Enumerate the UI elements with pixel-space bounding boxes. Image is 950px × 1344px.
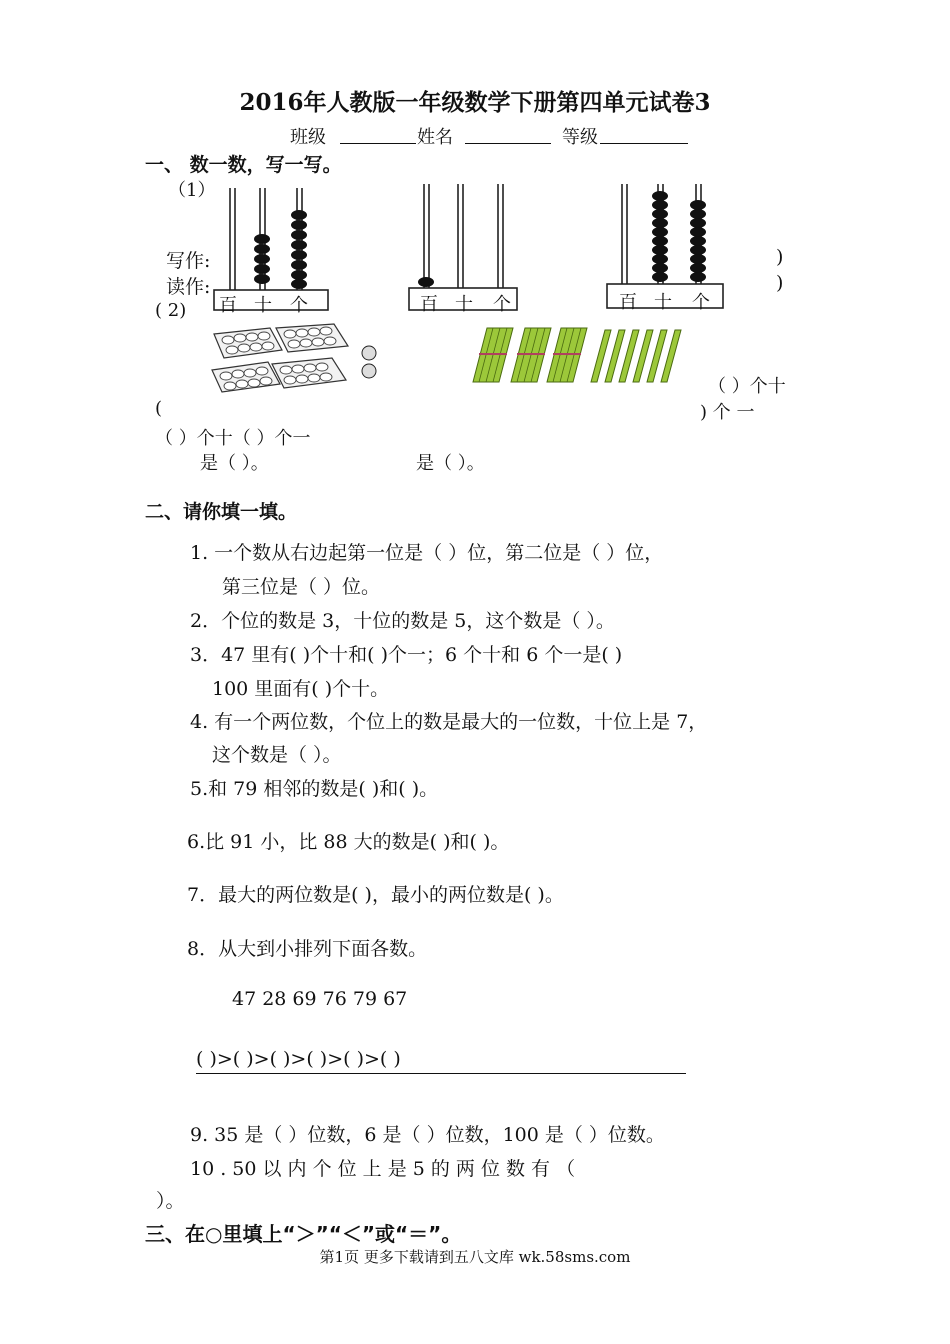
- read-close-paren: ): [776, 272, 784, 294]
- right-ones-blank: ) 个 一: [700, 402, 755, 423]
- question-8-answer-blanks: ( )>( )>( )>( )>( )>( ): [196, 1048, 401, 1070]
- question-5: 5.和 79 相邻的数是( )和( )。: [190, 778, 439, 800]
- part1-label: （1）: [168, 180, 216, 201]
- abacus-3-label-hundreds: 百: [619, 292, 637, 313]
- question-3-line-2: 100 里面有( )个十。: [212, 678, 390, 700]
- left-paren: (: [155, 398, 163, 419]
- question-1-line-1: 1. 一个数从右边起第一位是（ ）位，第二位是（ ）位，: [190, 542, 664, 564]
- question-6: 6.比 91 小，比 88 大的数是( )和( )。: [187, 831, 510, 853]
- read-label: 读作:: [166, 276, 211, 298]
- question-3-line-1: 3．47 里有( )个十和( )个一；6 个十和 6 个一是( ): [190, 644, 623, 666]
- class-blank: [340, 127, 416, 144]
- write-label: 写作:: [166, 250, 211, 272]
- section3-heading: 三、在○里填上“＞”“＜”或“＝”。: [145, 1222, 462, 1246]
- stick-bundles-image: [465, 322, 690, 390]
- write-close-paren: ): [776, 246, 784, 268]
- loose-eggs-image: [358, 344, 382, 382]
- question-9: 9. 35 是（ ）位数，6 是（ ）位数，100 是（ ）位数。: [190, 1124, 665, 1146]
- question-7: 7．最大的两位数是( )，最小的两位数是( )。: [187, 884, 564, 906]
- page-title: 2016年人教版一年级数学下册第四单元试卷3: [239, 89, 711, 116]
- name-blank: [465, 127, 551, 144]
- question-10-line-2: ）。: [156, 1190, 185, 1212]
- section1-heading: 一、 数一数，写一写。: [145, 154, 342, 176]
- abacus-3-label-tens: 十: [654, 292, 672, 313]
- abacus-2-label-hundreds: 百: [420, 294, 438, 315]
- grade-label: 等级: [562, 127, 598, 148]
- right-is-blank: 是（ ）。: [416, 453, 485, 474]
- left-tens-ones-blank: （ ）个十（ ）个一: [155, 428, 311, 449]
- grade-blank: [600, 127, 688, 144]
- question-4-line-2: 这个数是（ ）。: [212, 744, 342, 766]
- abacus-1-label-tens: 十: [254, 295, 272, 316]
- left-is-blank: 是（ ）。: [200, 453, 269, 474]
- part2-label: ( 2): [155, 300, 187, 321]
- page-footer: 第1页 更多下载请到五八文库 wk.58sms.com: [319, 1248, 631, 1266]
- question-1-line-2: 第三位是（ ）位。: [222, 576, 381, 598]
- question-4-line-1: 4. 有一个两位数，个位上的数是最大的一位数，十位上是 7，: [190, 711, 708, 733]
- abacus-1-label-ones: 个: [290, 295, 308, 316]
- question-2: 2．个位的数是 3，十位的数是 5，这个数是（ ）。: [190, 610, 615, 632]
- abacus-2-label-tens: 十: [455, 294, 473, 315]
- abacus-3-label-ones: 个: [692, 292, 710, 313]
- egg-trays-image: [210, 320, 355, 400]
- abacus-1-label-hundreds: 百: [219, 295, 237, 316]
- abacus-2-label-ones: 个: [493, 294, 511, 315]
- name-label: 姓名: [417, 127, 453, 148]
- class-label: 班级: [290, 127, 326, 148]
- question-8-underline: [196, 1073, 686, 1074]
- question-10-line-1: 10 . 50 以 内 个 位 上 是 5 的 两 位 数 有 （: [190, 1158, 576, 1180]
- section2-heading: 二、请你填一填。: [145, 501, 298, 523]
- question-8: 8．从大到小排列下面各数。: [187, 938, 428, 960]
- question-8-numbers: 47 28 69 76 79 67: [232, 988, 408, 1010]
- right-tens-blank: （ ）个十: [708, 376, 786, 397]
